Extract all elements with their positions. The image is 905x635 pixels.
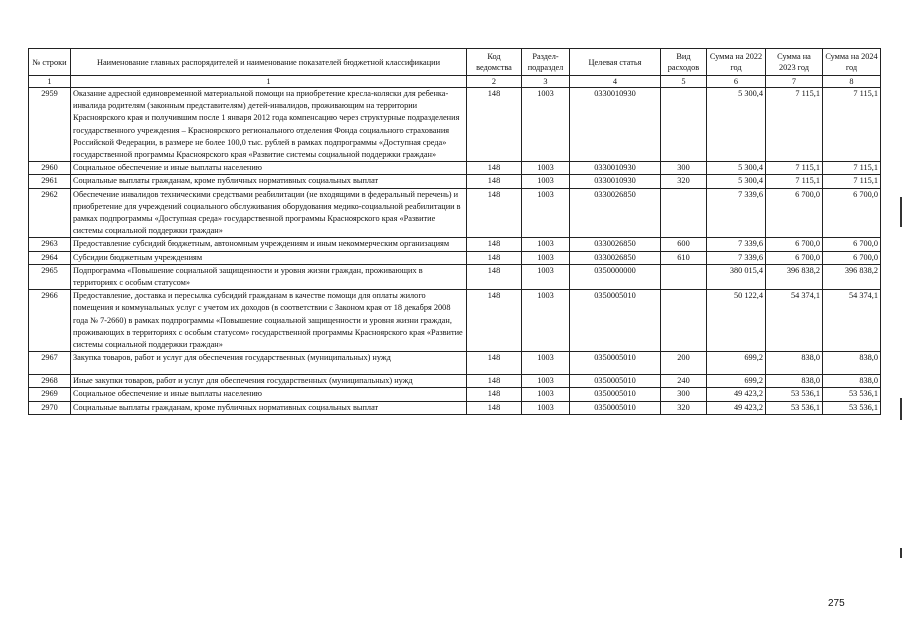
row-sum-2022: 699,2 xyxy=(707,375,766,388)
row-target-article: 0350005010 xyxy=(570,290,661,352)
col-num: 3 xyxy=(522,76,570,88)
scan-edge-mark xyxy=(900,197,902,227)
table-row xyxy=(29,188,881,238)
row-sum-2024: 53 536,1 xyxy=(823,388,881,401)
row-target-article: 0350005010 xyxy=(570,401,661,414)
row-razdel: 1003 xyxy=(522,401,570,414)
row-razdel: 1003 xyxy=(522,238,570,251)
row-expense-type xyxy=(661,264,707,289)
col-header-name: Наименование главных распорядителей и наименование показателей бюджетной классификации xyxy=(71,49,467,76)
row-sum-2022: 7 339,6 xyxy=(707,188,766,238)
col-header-vr: Вид расходов xyxy=(661,49,707,76)
row-target-article: 0350005010 xyxy=(570,352,661,375)
row-sum-2022: 7 339,6 xyxy=(707,251,766,264)
row-name: Оказание адресной единовременной материальной помощи на приобретение кресла-коляски для ребенка-инвалида родителям (законным представителям) детей-инвалидов, проживающим на территории Красноярского края и получившим после 1 января 2012 года компенсацию через структурные подразделения государственного учреждения – Красноярского регионального отделения Фонда социального страхования Российской Федерации, в размере не более 100,0 тыс. рублей в рамках подпрограммы «Доступная среда» государственной программы Красноярского края «Развитие системы социальной поддержки граждан» xyxy=(71,88,467,162)
row-expense-type: 600 xyxy=(661,238,707,251)
row-expense-type xyxy=(661,290,707,352)
row-sum-2024: 53 536,1 xyxy=(823,401,881,414)
row-razdel: 1003 xyxy=(522,388,570,401)
row-number: 2968 xyxy=(29,375,71,388)
page-number: 275 xyxy=(828,598,845,609)
col-header-2023: Сумма на 2023 год xyxy=(766,49,823,76)
row-number: 2970 xyxy=(29,401,71,414)
header-row xyxy=(29,49,881,76)
col-header-ved: Код ведомства xyxy=(467,49,522,76)
row-number: 2969 xyxy=(29,388,71,401)
row-sum-2024: 838,0 xyxy=(823,375,881,388)
row-sum-2023: 6 700,0 xyxy=(766,238,823,251)
row-number: 2964 xyxy=(29,251,71,264)
row-expense-type: 240 xyxy=(661,375,707,388)
row-target-article: 0350005010 xyxy=(570,388,661,401)
row-name: Субсидии бюджетным учреждениям xyxy=(71,251,467,264)
row-number: 2965 xyxy=(29,264,71,289)
col-num: 4 xyxy=(570,76,661,88)
row-number: 2961 xyxy=(29,175,71,188)
table-row xyxy=(29,388,881,401)
table-row xyxy=(29,238,881,251)
row-name: Иные закупки товаров, работ и услуг для обеспечения государственных (муниципальных) нужд xyxy=(71,375,467,388)
table-row xyxy=(29,401,881,414)
row-sum-2023: 7 115,1 xyxy=(766,88,823,162)
row-number: 2960 xyxy=(29,162,71,175)
col-header-row-num: № строки xyxy=(29,49,71,76)
row-target-article: 0330026850 xyxy=(570,238,661,251)
row-razdel: 1003 xyxy=(522,352,570,375)
row-expense-type: 200 xyxy=(661,352,707,375)
row-sum-2022: 380 015,4 xyxy=(707,264,766,289)
row-ved: 148 xyxy=(467,188,522,238)
row-sum-2023: 6 700,0 xyxy=(766,188,823,238)
row-razdel: 1003 xyxy=(522,88,570,162)
table-row xyxy=(29,290,881,352)
col-num: 7 xyxy=(766,76,823,88)
row-sum-2023: 7 115,1 xyxy=(766,162,823,175)
row-sum-2022: 5 300,4 xyxy=(707,88,766,162)
row-ved: 148 xyxy=(467,238,522,251)
row-sum-2024: 54 374,1 xyxy=(823,290,881,352)
row-sum-2023: 53 536,1 xyxy=(766,401,823,414)
row-expense-type xyxy=(661,188,707,238)
row-razdel: 1003 xyxy=(522,251,570,264)
row-sum-2023: 53 536,1 xyxy=(766,388,823,401)
row-sum-2024: 7 115,1 xyxy=(823,88,881,162)
col-num: 1 xyxy=(71,76,467,88)
row-sum-2022: 49 423,2 xyxy=(707,388,766,401)
row-sum-2022: 7 339,6 xyxy=(707,238,766,251)
row-target-article: 0350000000 xyxy=(570,264,661,289)
row-number: 2966 xyxy=(29,290,71,352)
row-sum-2024: 396 838,2 xyxy=(823,264,881,289)
row-name: Предоставление, доставка и пересылка субсидий гражданам в качестве помощи для оплаты жилого помещения и коммунальных услуг с учетом их доходов (в соответствии с Законом края от 18 декабря 2008 года № 7-2660) в рамках подпрограммы «Повышение социальной защищенности и уровня жизни граждан, проживающих в территориях с особым статусом» государственной программы Красноярского края «Развитие системы социальной поддержки граждан» xyxy=(71,290,467,352)
table-row xyxy=(29,162,881,175)
row-sum-2023: 6 700,0 xyxy=(766,251,823,264)
row-ved: 148 xyxy=(467,251,522,264)
row-razdel: 1003 xyxy=(522,375,570,388)
col-num: 6 xyxy=(707,76,766,88)
row-ved: 148 xyxy=(467,264,522,289)
table-row xyxy=(29,251,881,264)
row-sum-2023: 396 838,2 xyxy=(766,264,823,289)
row-razdel: 1003 xyxy=(522,175,570,188)
row-sum-2024: 7 115,1 xyxy=(823,162,881,175)
table-row xyxy=(29,375,881,388)
row-razdel: 1003 xyxy=(522,264,570,289)
row-number: 2959 xyxy=(29,88,71,162)
col-num: 8 xyxy=(823,76,881,88)
row-expense-type: 610 xyxy=(661,251,707,264)
row-sum-2024: 6 700,0 xyxy=(823,251,881,264)
col-num: 2 xyxy=(467,76,522,88)
row-ved: 148 xyxy=(467,401,522,414)
row-target-article: 0330010930 xyxy=(570,162,661,175)
scan-edge-mark xyxy=(900,548,902,558)
budget-table xyxy=(28,48,881,415)
table-row xyxy=(29,175,881,188)
row-name: Социальные выплаты гражданам, кроме публичных нормативных социальных выплат xyxy=(71,401,467,414)
row-sum-2023: 54 374,1 xyxy=(766,290,823,352)
row-sum-2024: 7 115,1 xyxy=(823,175,881,188)
row-expense-type: 300 xyxy=(661,388,707,401)
row-razdel: 1003 xyxy=(522,290,570,352)
row-ved: 148 xyxy=(467,375,522,388)
row-number: 2962 xyxy=(29,188,71,238)
row-sum-2023: 838,0 xyxy=(766,375,823,388)
row-target-article: 0350005010 xyxy=(570,375,661,388)
row-expense-type: 320 xyxy=(661,175,707,188)
row-number: 2967 xyxy=(29,352,71,375)
row-ved: 148 xyxy=(467,175,522,188)
row-name: Подпрограмма «Повышение социальной защищенности и уровня жизни граждан, проживающих в территориях с особым статусом» xyxy=(71,264,467,289)
row-ved: 148 xyxy=(467,388,522,401)
row-sum-2022: 699,2 xyxy=(707,352,766,375)
row-target-article: 0330026850 xyxy=(570,251,661,264)
row-ved: 148 xyxy=(467,88,522,162)
row-ved: 148 xyxy=(467,290,522,352)
row-sum-2024: 6 700,0 xyxy=(823,188,881,238)
table-row xyxy=(29,352,881,375)
row-razdel: 1003 xyxy=(522,162,570,175)
col-header-2024: Сумма на 2024 год xyxy=(823,49,881,76)
table-row xyxy=(29,264,881,289)
scan-edge-mark xyxy=(900,398,902,420)
row-sum-2022: 50 122,4 xyxy=(707,290,766,352)
row-sum-2023: 838,0 xyxy=(766,352,823,375)
col-header-razdel: Раздел-подраздел xyxy=(522,49,570,76)
row-name: Социальное обеспечение и иные выплаты населению xyxy=(71,388,467,401)
col-num: 1 xyxy=(29,76,71,88)
row-name: Закупка товаров, работ и услуг для обеспечения государственных (муниципальных) нужд xyxy=(71,352,467,375)
row-ved: 148 xyxy=(467,162,522,175)
table-row xyxy=(29,88,881,162)
row-expense-type xyxy=(661,88,707,162)
row-sum-2024: 838,0 xyxy=(823,352,881,375)
row-name: Обеспечение инвалидов техническими средствами реабилитации (не входящими в федеральный перечень) и приобретение для учреждений социального обслуживания оборудования медико-социальной реабилитации в рамках подпрограммы «Доступная среда» государственной программы Красноярского края «Развитие системы социальной поддержки граждан» xyxy=(71,188,467,238)
row-sum-2023: 7 115,1 xyxy=(766,175,823,188)
row-sum-2022: 5 300,4 xyxy=(707,175,766,188)
column-number-row xyxy=(29,76,881,88)
row-sum-2024: 6 700,0 xyxy=(823,238,881,251)
row-ved: 148 xyxy=(467,352,522,375)
col-header-2022: Сумма на 2022 год xyxy=(707,49,766,76)
row-name: Социальные выплаты гражданам, кроме публичных нормативных социальных выплат xyxy=(71,175,467,188)
row-sum-2022: 49 423,2 xyxy=(707,401,766,414)
row-expense-type: 320 xyxy=(661,401,707,414)
row-name: Предоставление субсидий бюджетным, автономным учреждениям и иным некоммерческим организациям xyxy=(71,238,467,251)
row-target-article: 0330010930 xyxy=(570,88,661,162)
row-sum-2022: 5 300,4 xyxy=(707,162,766,175)
row-expense-type: 300 xyxy=(661,162,707,175)
row-razdel: 1003 xyxy=(522,188,570,238)
col-header-cs: Целевая статья xyxy=(570,49,661,76)
row-number: 2963 xyxy=(29,238,71,251)
col-num: 5 xyxy=(661,76,707,88)
row-name: Социальное обеспечение и иные выплаты населению xyxy=(71,162,467,175)
row-target-article: 0330010930 xyxy=(570,175,661,188)
row-target-article: 0330026850 xyxy=(570,188,661,238)
